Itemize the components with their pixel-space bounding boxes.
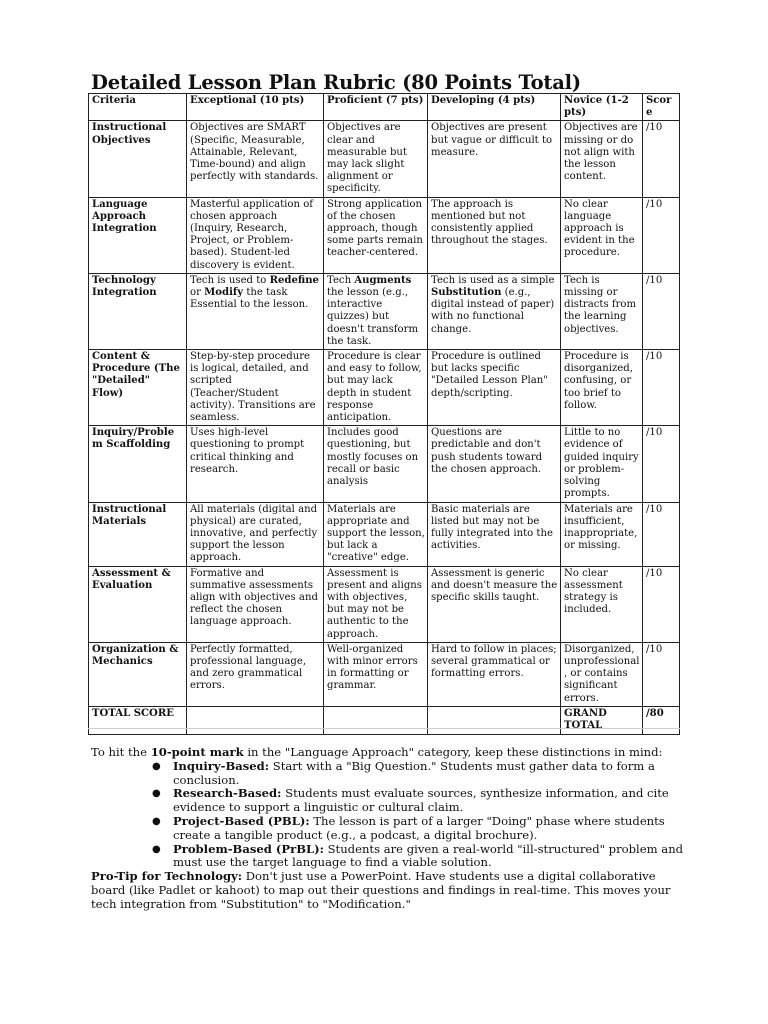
total-score-label: TOTAL SCORE — [89, 706, 187, 734]
table-row — [89, 642, 680, 706]
intro-text-b: in the "Language Approach" category, keep these distinctions in mind: — [243, 745, 663, 759]
table-header-row — [89, 94, 680, 121]
score-cell: /10 — [643, 566, 680, 642]
modify-term: Modify — [204, 287, 244, 299]
redefine-term: Redefine — [269, 274, 319, 286]
developing-cell: Basic materials are listed but may not be fully integrated into the activities. — [428, 502, 561, 566]
substitution-term: Substitution — [431, 287, 502, 299]
list-item — [88, 760, 688, 788]
developing-cell: Questions are predictable and don't push students toward the chosen approach. — [428, 426, 561, 502]
exceptional-cell: Step-by-step procedure is logical, detailed, and scripted (Teacher/Student activity). Transitions are seamless. — [187, 350, 324, 426]
list-item — [88, 843, 688, 871]
proficient-cell: Assessment is present and aligns with objectives, but may not be authentic to the approach. — [324, 566, 428, 642]
proficient-cell: Objectives are clear and measurable but may lack slight alignment or specificity. — [324, 121, 428, 197]
grand-total-score: /80 — [643, 706, 680, 734]
header-criteria: Criteria — [89, 94, 187, 121]
table-row — [89, 426, 680, 502]
header-score: Score — [643, 94, 680, 121]
list-item-text: Start with a "Big Question." Students must gather data to form a conclusion. — [173, 758, 655, 787]
total-row — [89, 706, 680, 734]
novice-cell: Disorganized, unprofessional, or contains significant errors. — [561, 642, 643, 706]
score-cell: /10 — [643, 350, 680, 426]
developing-cell: Procedure is outlined but lacks specific "Detailed Lesson Plan" depth/scripting. — [428, 350, 561, 426]
novice-cell: No clear language approach is evident in the procedure. — [561, 197, 643, 273]
notes-section — [88, 746, 688, 912]
novice-cell: Little to no evidence of guided inquiry or problem-solving prompts. — [561, 426, 643, 502]
developing-cell: Hard to follow in places; several grammatical or formatting errors. — [428, 642, 561, 706]
score-cell: /10 — [643, 197, 680, 273]
criteria-cell: Language Approach Integration — [89, 197, 187, 273]
list-item-text: Students must evaluate sources, synthesize information, and cite evidence to support a linguistic or cultural claim. — [173, 786, 669, 815]
developing-cell: Objectives are present but vague or difficult to measure. — [428, 121, 561, 197]
list-item — [88, 787, 688, 815]
list-item — [88, 815, 688, 843]
table-row — [89, 350, 680, 426]
criteria-cell: Assessment & Evaluation — [89, 566, 187, 642]
list-item-text: The lesson is part of a larger "Doing" phase where students create a tangible product (e.g., a podcast, a digital brochure). — [173, 813, 665, 842]
proficient-cell: Strong application of the chosen approach, though some parts remain teacher-centered. — [324, 197, 428, 273]
pro-tip-text: Don't just use a PowerPoint. Have students use a digital collaborative board (like Padlet or kahoot) to map out their questions and findings in real-time. This moves your tech integration from "Substitution" to "Modification." — [91, 869, 671, 911]
novice-cell: Objectives are missing or do not align with the lesson content. — [561, 121, 643, 197]
header-exceptional: Exceptional (10 pts) — [187, 94, 324, 121]
score-cell: /10 — [643, 273, 680, 349]
bullet-icon: ● — [152, 815, 161, 827]
score-cell: /10 — [643, 121, 680, 197]
notes-intro — [88, 746, 688, 760]
novice-cell: Materials are insufficient, inappropriate, or missing. — [561, 502, 643, 566]
list-item-label: Project-Based (PBL): — [173, 813, 310, 828]
exceptional-cell: Masterful application of chosen approach (Inquiry, Research, Project, or Problem-based). Student-led discovery is evident. — [187, 197, 324, 273]
score-cell: /10 — [643, 502, 680, 566]
exceptional-text-c: the task Essential to the lesson. — [190, 287, 309, 311]
exceptional-cell — [187, 273, 324, 349]
grand-total-label: GRAND TOTAL — [561, 706, 643, 734]
novice-cell: Tech is missing or distracts from the learning objectives. — [561, 273, 643, 349]
divider — [88, 728, 680, 729]
proficient-cell: Procedure is clear and easy to follow, but may lack depth in student response anticipation. — [324, 350, 428, 426]
table-row — [89, 197, 680, 273]
criteria-cell: Inquiry/Problem Scaffolding — [89, 426, 187, 502]
intro-text-a: To hit the — [91, 745, 151, 759]
proficient-cell: Materials are appropriate and support the lesson, but lack a "creative" edge. — [324, 502, 428, 566]
novice-cell: Procedure is disorganized, confusing, or too brief to follow. — [561, 350, 643, 426]
pro-tip-label: Pro-Tip for Technology: — [91, 869, 243, 884]
table-row — [89, 121, 680, 197]
developing-text-b: (e.g., digital instead of paper) with no functional change. — [431, 287, 555, 335]
score-cell: /10 — [643, 426, 680, 502]
developing-cell: Assessment is generic and doesn't measure the specific skills taught. — [428, 566, 561, 642]
header-developing: Developing (4 pts) — [428, 94, 561, 121]
intro-bold: 10-point mark — [150, 745, 244, 759]
bullet-icon: ● — [152, 788, 161, 800]
bullet-icon: ● — [152, 760, 161, 772]
rubric-table — [88, 93, 680, 735]
empty-cell — [428, 706, 561, 734]
table-row — [89, 273, 680, 349]
empty-cell — [324, 706, 428, 734]
pro-tip — [88, 870, 688, 911]
exceptional-cell: Uses high-level questioning to prompt critical thinking and research. — [187, 426, 324, 502]
list-item-label: Inquiry-Based: — [173, 758, 270, 773]
criteria-cell: Content & Procedure (The "Detailed" Flow) — [89, 350, 187, 426]
proficient-cell: Well-organized with minor errors in formatting or grammar. — [324, 642, 428, 706]
approach-list — [88, 760, 688, 870]
header-novice: Novice (1-2 pts) — [561, 94, 643, 121]
proficient-cell — [324, 273, 428, 349]
page-title: Detailed Lesson Plan Rubric (80 Points Total) — [91, 71, 581, 94]
developing-cell — [428, 273, 561, 349]
augments-term: Augments — [354, 274, 412, 286]
exceptional-text-a: Tech is used to — [190, 274, 270, 286]
header-proficient: Proficient (7 pts) — [324, 94, 428, 121]
empty-cell — [187, 706, 324, 734]
criteria-cell: Organization & Mechanics — [89, 642, 187, 706]
exceptional-cell: Formative and summative assessments align with objectives and reflect the chosen language approach. — [187, 566, 324, 642]
exceptional-cell: All materials (digital and physical) are curated, innovative, and perfectly support the lesson approach. — [187, 502, 324, 566]
exceptional-cell: Perfectly formatted, professional language, and zero grammatical errors. — [187, 642, 324, 706]
exceptional-text-b: or — [190, 287, 205, 299]
list-item-label: Research-Based: — [173, 786, 282, 801]
score-cell: /10 — [643, 642, 680, 706]
developing-cell: The approach is mentioned but not consistently applied throughout the stages. — [428, 197, 561, 273]
proficient-text-a: Tech — [327, 274, 355, 286]
proficient-cell: Includes good questioning, but mostly focuses on recall or basic analysis — [324, 426, 428, 502]
criteria-cell: Technology Integration — [89, 273, 187, 349]
novice-cell: No clear assessment strategy is included. — [561, 566, 643, 642]
list-item-text: Students are given a real-world "ill-structured" problem and must use the target language to find a viable solution. — [173, 841, 684, 870]
proficient-text-b: the lesson (e.g., interactive quizzes) but doesn't transform the task. — [327, 287, 419, 347]
bullet-icon: ● — [152, 843, 161, 855]
table-row — [89, 566, 680, 642]
exceptional-cell: Objectives are SMART (Specific, Measurable, Attainable, Relevant, Time-bound) and align perfectly with standards. — [187, 121, 324, 197]
developing-text-a: Tech is used as a simple — [431, 274, 555, 286]
criteria-cell: Instructional Objectives — [89, 121, 187, 197]
criteria-cell: Instructional Materials — [89, 502, 187, 566]
table-row — [89, 502, 680, 566]
list-item-label: Problem-Based (PrBL): — [173, 841, 324, 856]
